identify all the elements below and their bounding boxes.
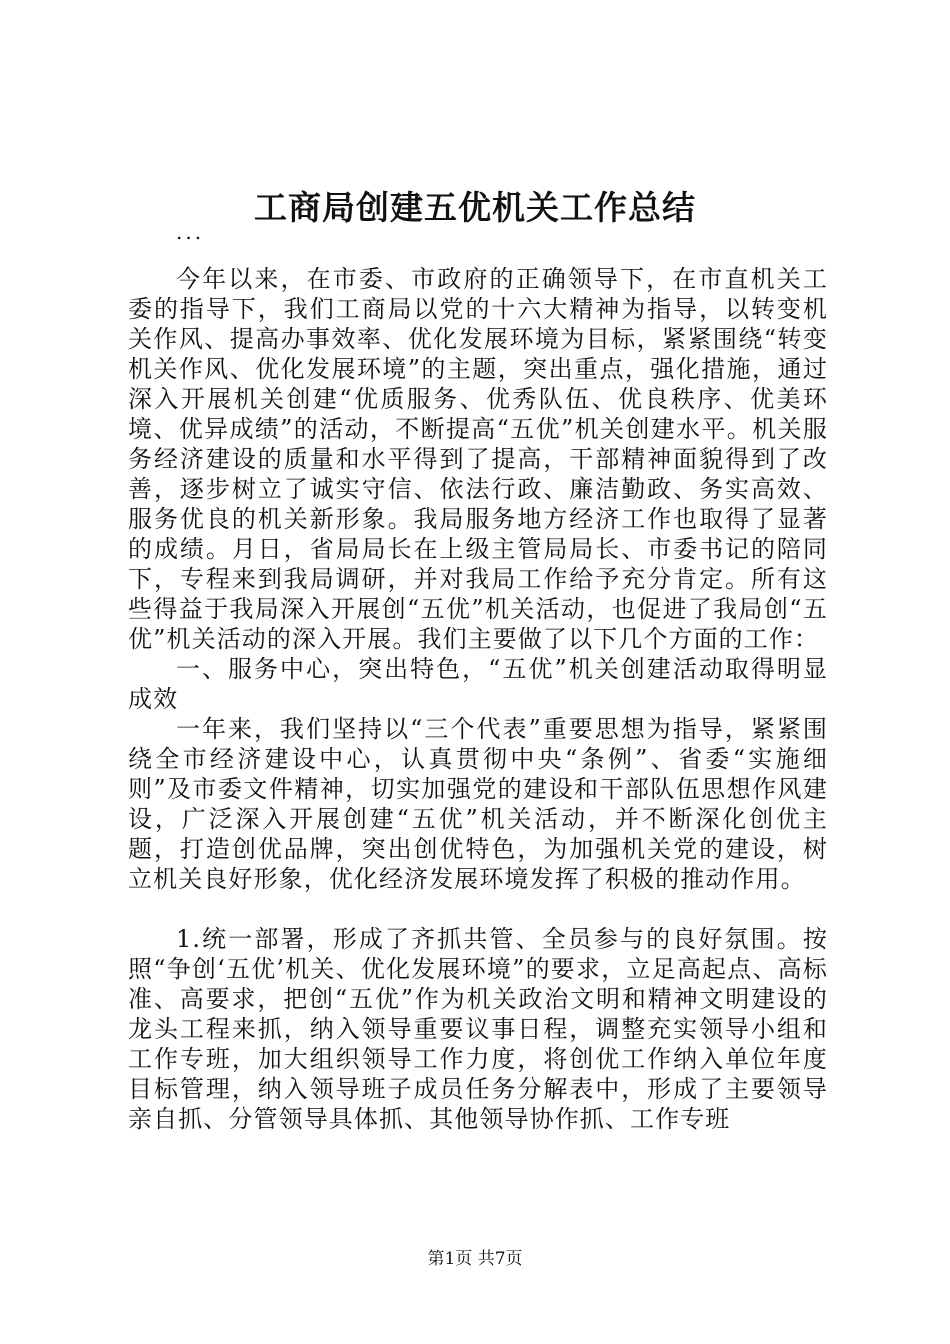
ellipsis-marker: ... [176,220,205,244]
page-number-footer: 第1页 共7页 [427,1249,523,1269]
document-body [128,264,828,1134]
paragraph-intro: 今年以来，在市委、市政府的正确领导下，在市直机关工委的指导下，我们工商局以党的十六大精神为指导，以转变机关作风、提高办事效率、优化发展环境为目标，紧紧围绕“转变机关作风、优化发展环境”的主题，突出重点，强化措施，通过深入开展机关创建“优质服务、优秀队伍、优良秩序、优美环境、优异成绩”的活动，不断提高“五优”机关创建水平。机关服务经济建设的质量和水平得到了提高，干部精神面貌得到了改善，逐步树立了诚实守信、依法行政、廉洁勤政、务实高效、服务优良的机关新形象。我局服务地方经济工作也取得了显著的成绩。月日，省局局长在上级主管局局长、市委书记的陪同下，专程来到我局调研，并对我局工作给予充分肯定。所有这些得益于我局深入开展创“五优”机关活动，也促进了我局创“五优”机关活动的深入开展。我们主要做了以下几个方面的工作： [128,265,828,653]
paragraph-section-1: 一年来，我们坚持以“三个代表”重要思想为指导，紧紧围绕全市经济建设中心，认真贯彻中央“条例”、省委“实施细则”及市委文件精神，切实加强党的建设和干部队伍思想作风建设，广泛深入开展创建“五优”机关活动，并不断深化创优主题，打造创优品牌，突出创优特色，为加强机关党的建设，树立机关良好形象，优化经济发展环境发挥了积极的推动作用。 [128,715,828,893]
section-heading-1: 一、服务中心，突出特色，“五优”机关创建活动取得明显成效 [128,655,828,713]
document-title: 工商局创建五优机关工作总结 [254,188,696,227]
paragraph-item-1: 1.统一部署，形成了齐抓共管、全员参与的良好氛围。按照“争创‘五优’机关、优化发展环境”的要求，立足高起点、高标准、高要求，把创“五优”作为机关政治文明和精神文明建设的龙头工程来抓，纳入领导重要议事日程，调整充实领导小组和工作专班，加大组织领导工作力度，将创优工作纳入单位年度目标管理，纳入领导班子成员任务分解表中，形成了主要领导亲自抓、分管领导具体抓、其他领导协作抓、工作专班 [128,925,828,1133]
